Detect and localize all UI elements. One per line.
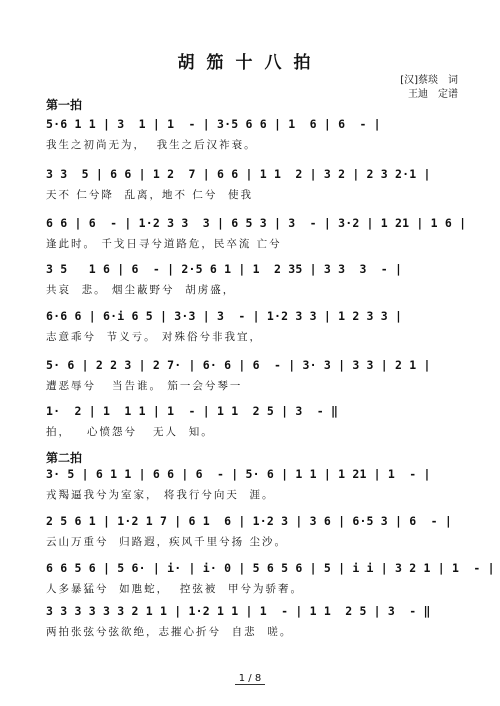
- lyrics-line-2: 天不 仁兮降 乱离，地不 仁兮 使我: [46, 189, 254, 201]
- score-line-4: [46, 262, 462, 298]
- notation-line-9: 2 5 6 1 | 1·2 1 7 | 6 1 6 | 1·2 3 | 3 6 | 6·5 3 | 6 - |: [46, 514, 453, 528]
- score-line-7: [46, 404, 462, 440]
- lyrics-line-1: 我生之初尚无为， 我生之后汉祚衰。: [46, 139, 257, 151]
- notation-line-2: 3 3 5 | 6 6 | 1 2 7 | 6 6 | 1 1 2 | 3 2 | 2 3 2·1 |: [46, 167, 431, 181]
- score-line-8: [46, 467, 462, 503]
- page-title: 胡笳十八拍: [177, 53, 323, 73]
- score-line-9: [46, 514, 462, 550]
- page-number: [0, 673, 500, 684]
- notation-line-10: 6 6 5 6 | 5 6· | i· | i· 0 | 5 6 5 6 | 5 | i i | 3 2 1 | 1 - |: [46, 561, 495, 575]
- lyrics-line-7: 拍， 心愤怨兮 无人 知。: [46, 426, 214, 438]
- section-heading-1: 第一拍: [46, 98, 83, 112]
- notation-line-5: 6·6 6 | 6·i 6 5 | 3·3 | 3 - | 1·2 3 3 | 1 2 3 3 |: [46, 309, 403, 323]
- score-line-2: [46, 167, 462, 203]
- lyrics-line-6: 遭恶辱兮 当告谁。 笳一会兮琴一: [46, 380, 243, 392]
- lyricist-credit: [汉]蔡琰 词: [400, 75, 458, 86]
- page-number-text: 1 / 8: [235, 673, 265, 685]
- score-line-3: [46, 216, 467, 252]
- lyrics-line-5: 志意乖兮 节义亏。 对殊俗兮非我宜，: [46, 331, 263, 343]
- lyrics-line-9: 云山万重兮 归路遐，疾风千里兮扬 尘沙。: [46, 536, 288, 548]
- notation-line-8: 3· 5 | 6 1 1 | 6 6 | 6 - | 5· 6 | 1 1 | 1 21 | 1 - |: [46, 467, 431, 481]
- lyrics-line-11: 两拍张弦兮弦欲绝，志摧心折兮 自悲 嗟。: [46, 626, 293, 638]
- score-line-1: [46, 117, 462, 153]
- arranger-credit: 王迪 定谱: [408, 89, 458, 100]
- credits: [400, 74, 458, 102]
- lyrics-line-3: 逢此时。 千戈日寻兮道路危，民卒流 亡兮: [46, 238, 282, 250]
- lyrics-line-10: 人多暴猛兮 如虺蛇， 控弦被 甲兮为骄奢。: [46, 583, 304, 595]
- lyrics-line-4: 共哀 悲。 烟尘蔽野兮 胡虏盛，: [46, 284, 236, 296]
- notation-line-1: 5·6 1 1 | 3 1 | 1 - | 3·5 6 6 | 1 6 | 6 - |: [46, 117, 381, 131]
- notation-line-3: 6 6 | 6 - | 1·2 3 3 3 | 6 5 3 | 3 - | 3·2 | 1 21 | 1 6 |: [46, 216, 467, 230]
- notation-line-6: 5· 6 | 2 2 3 | 2 7· | 6· 6 | 6 - | 3· 3 | 3 3 | 2 1 |: [46, 358, 431, 372]
- notation-line-7: 1· 2 | 1 1 1 | 1 - | 1 1 2 5 | 3 - ‖: [46, 404, 339, 418]
- lyrics-line-8: 戎羯逼我兮为室家， 将我行兮向天 涯。: [46, 489, 275, 501]
- notation-line-11: 3 3 3 3 3 3 2 1 1 | 1·2 1 1 | 1 - | 1 1 2 5 | 3 - ‖: [46, 604, 431, 618]
- score-line-5: [46, 309, 462, 345]
- score-line-11: [46, 604, 462, 640]
- notation-line-4: 3 5 1 6 | 6 - | 2·5 6 1 | 1 2 35 | 3 3 3 - |: [46, 262, 403, 276]
- score-line-6: [46, 358, 462, 394]
- section-heading-2: 第二拍: [46, 451, 83, 465]
- score-line-10: [46, 561, 495, 597]
